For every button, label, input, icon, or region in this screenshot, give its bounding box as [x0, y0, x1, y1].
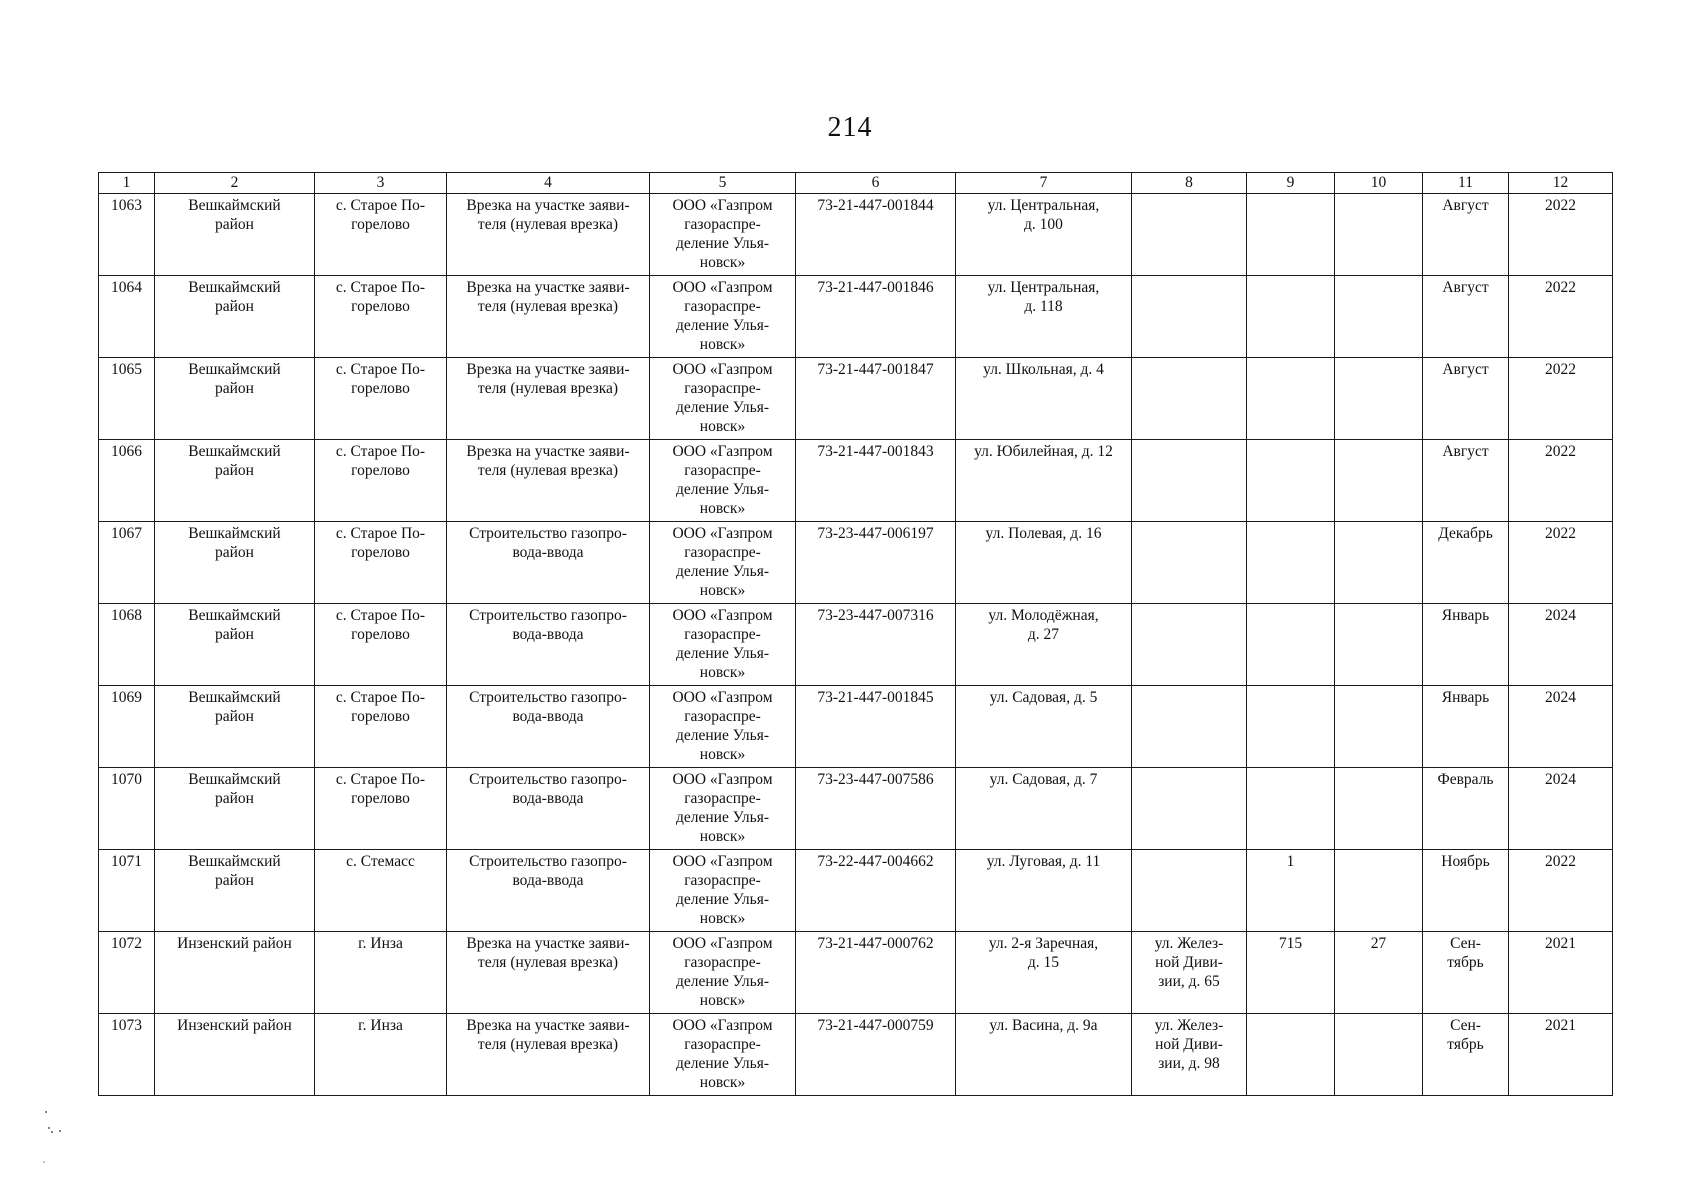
cell-object-code: 73-21-447-001847 — [796, 358, 956, 440]
cell-month: Январь — [1423, 686, 1509, 768]
cell-value-10 — [1335, 276, 1423, 358]
cell-row-number: 1070 — [99, 768, 155, 850]
cell-district: Вешкаймский район — [155, 440, 315, 522]
cell-row-number: 1066 — [99, 440, 155, 522]
cell-object-code: 73-23-447-007316 — [796, 604, 956, 686]
cell-address: ул. Васина, д. 9а — [956, 1014, 1132, 1096]
column-header-8: 8 — [1132, 173, 1247, 194]
cell-address-alt — [1132, 358, 1247, 440]
cell-settlement: с. Стемасс — [315, 850, 447, 932]
cell-district: Вешкаймский район — [155, 686, 315, 768]
cell-work-type: Врезка на участке заяви- теля (нулевая врезка) — [447, 932, 650, 1014]
cell-district: Вешкаймский район — [155, 604, 315, 686]
cell-year: 2022 — [1509, 440, 1613, 522]
cell-object-code: 73-21-447-000762 — [796, 932, 956, 1014]
column-header-5: 5 — [650, 173, 796, 194]
cell-year: 2021 — [1509, 1014, 1613, 1096]
table-row — [99, 604, 1613, 686]
cell-value-9: 1 — [1247, 850, 1335, 932]
table-row — [99, 686, 1613, 768]
cell-address: ул. Молодёжная, д. 27 — [956, 604, 1132, 686]
cell-organization: ООО «Газпром газораспре- деление Улья- новск» — [650, 932, 796, 1014]
cell-year: 2022 — [1509, 850, 1613, 932]
cell-organization: ООО «Газпром газораспре- деление Улья- новск» — [650, 604, 796, 686]
cell-month: Ноябрь — [1423, 850, 1509, 932]
cell-work-type: Врезка на участке заяви- теля (нулевая врезка) — [447, 358, 650, 440]
cell-row-number: 1069 — [99, 686, 155, 768]
cell-row-number: 1067 — [99, 522, 155, 604]
cell-address: ул. Луговая, д. 11 — [956, 850, 1132, 932]
cell-address: ул. Садовая, д. 7 — [956, 768, 1132, 850]
cell-object-code: 73-21-447-001845 — [796, 686, 956, 768]
cell-year: 2021 — [1509, 932, 1613, 1014]
cell-address: ул. 2-я Заречная, д. 15 — [956, 932, 1132, 1014]
table-row — [99, 522, 1613, 604]
cell-work-type: Врезка на участке заяви- теля (нулевая врезка) — [447, 194, 650, 276]
cell-value-9 — [1247, 276, 1335, 358]
cell-address: ул. Центральная, д. 100 — [956, 194, 1132, 276]
cell-address-alt — [1132, 604, 1247, 686]
gas-connection-table — [98, 172, 1613, 1096]
cell-district: Вешкаймский район — [155, 522, 315, 604]
cell-district: Вешкаймский район — [155, 276, 315, 358]
column-header-4: 4 — [447, 173, 650, 194]
cell-settlement: г. Инза — [315, 1014, 447, 1096]
column-header-10: 10 — [1335, 173, 1423, 194]
cell-organization: ООО «Газпром газораспре- деление Улья- новск» — [650, 440, 796, 522]
cell-address: ул. Школьная, д. 4 — [956, 358, 1132, 440]
column-header-3: 3 — [315, 173, 447, 194]
cell-year: 2024 — [1509, 686, 1613, 768]
cell-address: ул. Садовая, д. 5 — [956, 686, 1132, 768]
cell-value-10 — [1335, 768, 1423, 850]
table-row — [99, 276, 1613, 358]
cell-month: Август — [1423, 358, 1509, 440]
column-header-6: 6 — [796, 173, 956, 194]
column-header-1: 1 — [99, 173, 155, 194]
cell-district: Вешкаймский район — [155, 194, 315, 276]
cell-settlement: с. Старое По- горелово — [315, 276, 447, 358]
cell-settlement: с. Старое По- горелово — [315, 522, 447, 604]
cell-organization: ООО «Газпром газораспре- деление Улья- новск» — [650, 850, 796, 932]
cell-district: Инзенский район — [155, 932, 315, 1014]
cell-work-type: Строительство газопро- вода-ввода — [447, 850, 650, 932]
table-row — [99, 440, 1613, 522]
cell-work-type: Врезка на участке заяви- теля (нулевая врезка) — [447, 276, 650, 358]
cell-value-9 — [1247, 604, 1335, 686]
cell-year: 2024 — [1509, 604, 1613, 686]
cell-row-number: 1063 — [99, 194, 155, 276]
cell-row-number: 1064 — [99, 276, 155, 358]
cell-settlement: г. Инза — [315, 932, 447, 1014]
cell-work-type: Строительство газопро- вода-ввода — [447, 522, 650, 604]
cell-address: ул. Полевая, д. 16 — [956, 522, 1132, 604]
cell-organization: ООО «Газпром газораспре- деление Улья- новск» — [650, 276, 796, 358]
cell-address-alt — [1132, 194, 1247, 276]
cell-row-number: 1071 — [99, 850, 155, 932]
cell-year: 2022 — [1509, 194, 1613, 276]
cell-month: Август — [1423, 276, 1509, 358]
cell-settlement: с. Старое По- горелово — [315, 686, 447, 768]
cell-settlement: с. Старое По- горелово — [315, 440, 447, 522]
cell-work-type: Врезка на участке заяви- теля (нулевая врезка) — [447, 440, 650, 522]
column-header-9: 9 — [1247, 173, 1335, 194]
cell-address: ул. Центральная, д. 118 — [956, 276, 1132, 358]
table-row — [99, 358, 1613, 440]
cell-work-type: Строительство газопро- вода-ввода — [447, 604, 650, 686]
column-header-2: 2 — [155, 173, 315, 194]
cell-object-code: 73-21-447-001844 — [796, 194, 956, 276]
cell-value-10 — [1335, 686, 1423, 768]
table-row — [99, 1014, 1613, 1096]
cell-object-code: 73-21-447-001846 — [796, 276, 956, 358]
cell-value-10 — [1335, 440, 1423, 522]
column-header-12: 12 — [1509, 173, 1613, 194]
page-number: 214 — [827, 112, 873, 143]
scan-noise-marks — [40, 1108, 70, 1168]
cell-month: Сен- тябрь — [1423, 932, 1509, 1014]
cell-address-alt — [1132, 522, 1247, 604]
cell-object-code: 73-21-447-001843 — [796, 440, 956, 522]
cell-year: 2022 — [1509, 358, 1613, 440]
cell-address-alt — [1132, 440, 1247, 522]
cell-year: 2022 — [1509, 276, 1613, 358]
cell-object-code: 73-23-447-006197 — [796, 522, 956, 604]
cell-organization: ООО «Газпром газораспре- деление Улья- новск» — [650, 522, 796, 604]
cell-district: Вешкаймский район — [155, 850, 315, 932]
cell-district: Вешкаймский район — [155, 358, 315, 440]
cell-address-alt: ул. Желез- ной Диви- зии, д. 65 — [1132, 932, 1247, 1014]
cell-address-alt — [1132, 768, 1247, 850]
table-row — [99, 932, 1613, 1014]
cell-settlement: с. Старое По- горелово — [315, 768, 447, 850]
table-row — [99, 768, 1613, 850]
cell-row-number: 1068 — [99, 604, 155, 686]
cell-organization: ООО «Газпром газораспре- деление Улья- новск» — [650, 1014, 796, 1096]
cell-settlement: с. Старое По- горелово — [315, 194, 447, 276]
cell-value-9 — [1247, 522, 1335, 604]
cell-address-alt — [1132, 850, 1247, 932]
cell-settlement: с. Старое По- горелово — [315, 358, 447, 440]
cell-organization: ООО «Газпром газораспре- деление Улья- новск» — [650, 194, 796, 276]
cell-value-9 — [1247, 440, 1335, 522]
cell-month: Сен- тябрь — [1423, 1014, 1509, 1096]
cell-organization: ООО «Газпром газораспре- деление Улья- новск» — [650, 686, 796, 768]
cell-object-code: 73-22-447-004662 — [796, 850, 956, 932]
cell-row-number: 1072 — [99, 932, 155, 1014]
column-header-11: 11 — [1423, 173, 1509, 194]
cell-address-alt: ул. Желез- ной Диви- зии, д. 98 — [1132, 1014, 1247, 1096]
table-row — [99, 194, 1613, 276]
column-header-7: 7 — [956, 173, 1132, 194]
cell-organization: ООО «Газпром газораспре- деление Улья- новск» — [650, 358, 796, 440]
cell-value-9 — [1247, 1014, 1335, 1096]
cell-value-10 — [1335, 194, 1423, 276]
cell-row-number: 1065 — [99, 358, 155, 440]
cell-value-10: 27 — [1335, 932, 1423, 1014]
cell-value-9 — [1247, 358, 1335, 440]
cell-year: 2024 — [1509, 768, 1613, 850]
cell-work-type: Врезка на участке заяви- теля (нулевая врезка) — [447, 1014, 650, 1096]
cell-month: Август — [1423, 440, 1509, 522]
cell-value-10 — [1335, 1014, 1423, 1096]
cell-value-10 — [1335, 358, 1423, 440]
cell-district: Вешкаймский район — [155, 768, 315, 850]
cell-month: Август — [1423, 194, 1509, 276]
cell-value-9 — [1247, 686, 1335, 768]
cell-year: 2022 — [1509, 522, 1613, 604]
cell-object-code: 73-21-447-000759 — [796, 1014, 956, 1096]
cell-row-number: 1073 — [99, 1014, 155, 1096]
cell-organization: ООО «Газпром газораспре- деление Улья- новск» — [650, 768, 796, 850]
cell-address: ул. Юбилейная, д. 12 — [956, 440, 1132, 522]
cell-value-9 — [1247, 768, 1335, 850]
cell-settlement: с. Старое По- горелово — [315, 604, 447, 686]
cell-address-alt — [1132, 686, 1247, 768]
cell-district: Инзенский район — [155, 1014, 315, 1096]
cell-value-9: 715 — [1247, 932, 1335, 1014]
cell-object-code: 73-23-447-007586 — [796, 768, 956, 850]
table-header — [99, 173, 1613, 194]
cell-month: Декабрь — [1423, 522, 1509, 604]
table-body — [99, 194, 1613, 1096]
header-row — [99, 173, 1613, 194]
cell-work-type: Строительство газопро- вода-ввода — [447, 768, 650, 850]
cell-value-10 — [1335, 850, 1423, 932]
cell-value-10 — [1335, 604, 1423, 686]
table-row — [99, 850, 1613, 932]
cell-month: Январь — [1423, 604, 1509, 686]
cell-month: Февраль — [1423, 768, 1509, 850]
cell-value-9 — [1247, 194, 1335, 276]
cell-work-type: Строительство газопро- вода-ввода — [447, 686, 650, 768]
cell-address-alt — [1132, 276, 1247, 358]
cell-value-10 — [1335, 522, 1423, 604]
